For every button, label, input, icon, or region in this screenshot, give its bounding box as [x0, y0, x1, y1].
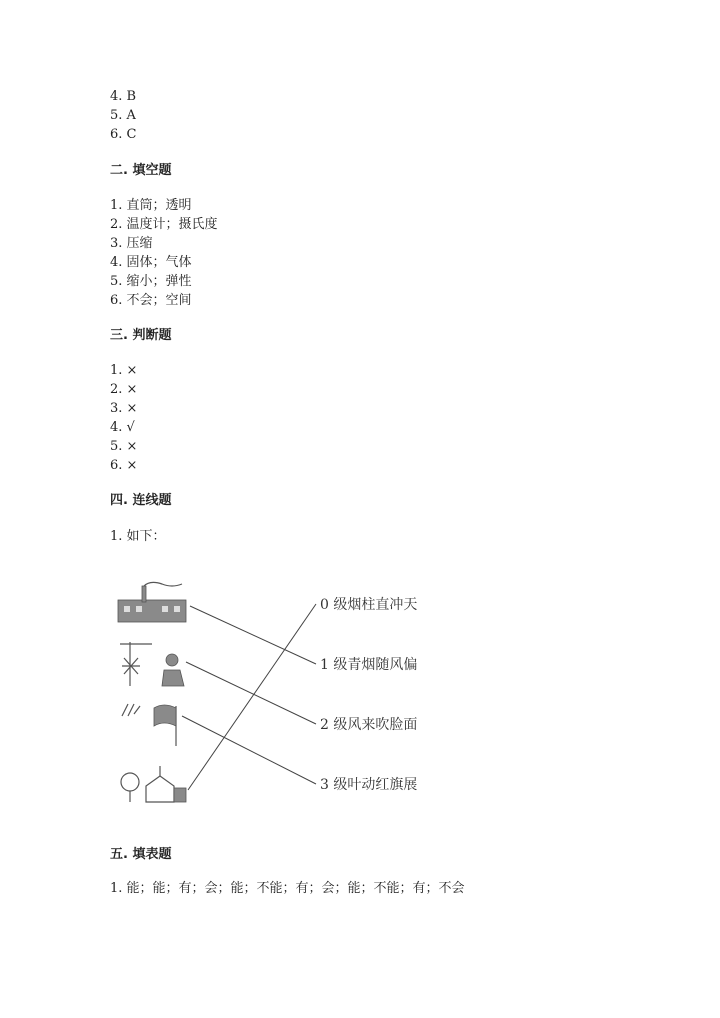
answer-item: 6. ×	[110, 458, 138, 473]
answer-item: 5. 缩小；弹性	[110, 274, 192, 289]
answer-item: 5. A	[110, 108, 136, 123]
section-title-table-fill: 五. 填表题	[110, 847, 172, 862]
match-line	[182, 716, 316, 784]
match-label-2: 2 级风来吹脸面	[320, 717, 418, 733]
match-label-0: 0 级烟柱直冲天	[320, 597, 418, 613]
answer-item: 4. B	[110, 89, 137, 104]
match-line	[190, 606, 316, 664]
answer-item: 1. 能；能；有；会；能；不能；有；会；能；不能；有；不会	[110, 881, 465, 896]
answer-item: 4. 固体；气体	[110, 255, 192, 270]
match-line	[188, 604, 316, 790]
section-title-matching: 四. 连线题	[110, 493, 172, 508]
answer-item: 3. 压缩	[110, 236, 153, 251]
matching-diagram	[108, 578, 448, 810]
matching-intro: 1. 如下：	[110, 529, 166, 544]
match-label-3: 3 级叶动红旗展	[320, 777, 418, 793]
wind-vane-person-icon	[120, 642, 184, 686]
answer-item: 3. ×	[110, 401, 138, 416]
match-label-1: 1 级青烟随风偏	[320, 657, 418, 673]
answer-item: 5. ×	[110, 439, 138, 454]
answer-item: 4. √	[110, 420, 135, 435]
answer-item: 1. 直筒；透明	[110, 198, 192, 213]
section-title-fill-blank: 二. 填空题	[110, 163, 172, 178]
answer-item: 6. C	[110, 127, 137, 142]
answer-item: 6. 不会；空间	[110, 293, 192, 308]
answer-item: 2. 温度计；摄氏度	[110, 217, 218, 232]
match-line	[186, 662, 316, 724]
answer-item: 2. ×	[110, 382, 138, 397]
section-title-judgment: 三. 判断题	[110, 328, 172, 343]
factory-smoke-icon	[118, 582, 186, 622]
answer-item: 1. ×	[110, 363, 138, 378]
house-tree-smoke-icon	[121, 766, 186, 802]
flag-leaves-icon	[122, 704, 176, 746]
